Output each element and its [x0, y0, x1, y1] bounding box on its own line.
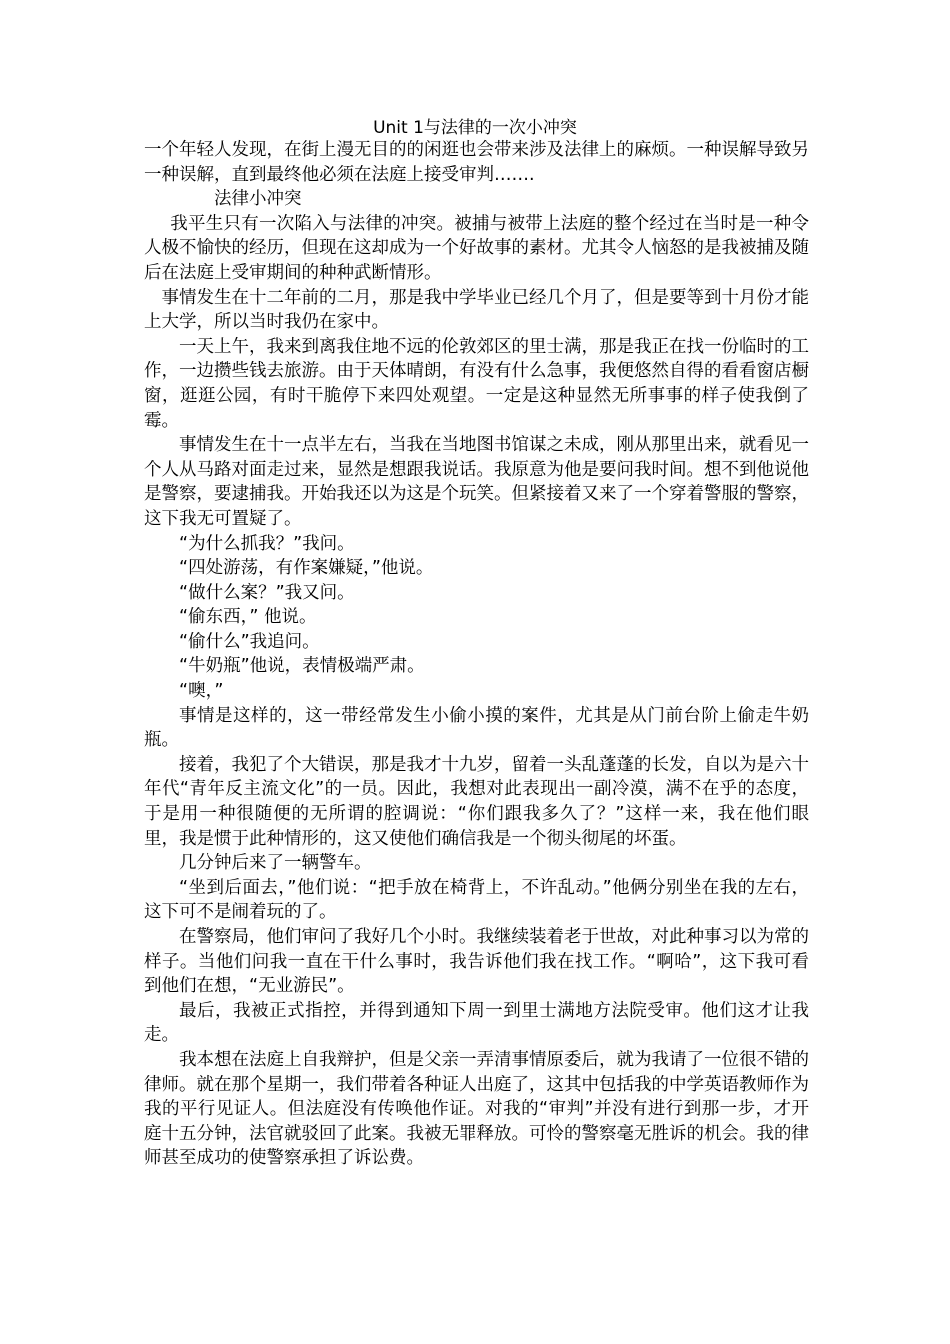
section-subtitle: 法律小冲突 — [214, 189, 302, 210]
paragraph: 事情发生在十二年前的二月，那是我中学毕业已经几个月了，但是要等到十月份才能上大学，所以当时我仍在家中。 — [144, 287, 809, 333]
dialogue-line: “四处游荡，有作案嫌疑，”他说。 — [179, 558, 434, 579]
paragraph: 最后，我被正式指控，并得到通知下周一到里士满地方法院受审。他们这才让我走。 — [144, 1000, 809, 1046]
dialogue-line: “做什么案？”我又问。 — [179, 582, 355, 603]
paragraph: 我本想在法庭上自我辩护，但是父亲一弄清事情原委后，就为我请了一位很不错的律师。就在那个星期一，我们带着各种证人出庭了，这其中包括我的中学英语教师作为我的平行见证人。但法庭没有传唤他作证。对我的“审判”并没有进行到那一步，才开庭十五分钟，法官就驳回了此案。我被无罪释放。可怜的警察毫无胜诉的机会。我的律师甚至成功的使警察承担了诉讼费。 — [144, 1049, 809, 1169]
dialogue-line: “偷东西，” 他说。 — [179, 607, 317, 628]
paragraph: 事情是这样的，这一带经常发生小偷小摸的案件，尤其是从门前台阶上偷走牛奶瓶。 — [144, 705, 809, 751]
paragraph: 接着，我犯了个大错误，那是我才十九岁，留着一头乱蓬蓬的长发，自以为是六十年代“青年反主流文化”的一员。因此，我想对此表现出一副冷漠，满不在乎的态度，于是用一种很随便的无所谓的腔调说：“你们跟我多久了？”这样一来，我在他们眼里，我是惯于此种情形的，这又使他们确信我是一个彻头彻尾的坏蛋。 — [144, 754, 809, 849]
paragraph: 几分钟后来了一辆警车。 — [179, 853, 372, 874]
dialogue-line: “为什么抓我？”我问。 — [179, 533, 355, 554]
paragraph: 一天上午，我来到离我住地不远的伦敦郊区的里士满，那是我正在找一份临时的工作，一边攒些钱去旅游。由于天体晴朗，有没有什么急事，我便悠然自得的看看窗店橱窗，逛逛公园，有时干脆停下来四处观望。一定是这种显然无所事事的样子使我倒了霉。 — [144, 336, 809, 431]
intro-paragraph: 一个年轻人发现，在街上漫无目的的闲逛也会带来涉及法律上的麻烦。一种误解导致另一种误解，直到最终他必须在法庭上接受审判……. — [144, 140, 809, 185]
dialogue-line: “牛奶瓶”他说，表情极端严肃。 — [179, 656, 425, 677]
document-body — [144, 138, 809, 1171]
dialogue-line: “偷什么”我追问。 — [179, 631, 320, 652]
paragraph: 事情发生在十一点半左右，当我在当地图书馆谋之未成，刚从那里出来，就看见一个人从马路对面走过来，显然是想跟我说话。我原意为他是要问我时间。想不到他说他是警察，要逮捕我。开始我还以为这是个玩笑。但紧接着又来了一个穿着警服的警察，这下我无可置疑了。 — [144, 435, 809, 529]
document-title: Unit 1与法律的一次小冲突 — [373, 118, 577, 138]
dialogue-line: “噢，” — [179, 681, 224, 702]
paragraph: 在警察局，他们审问了我好几个小时。我继续装着老于世故，对此种事习以为常的样子。当他们问我一直在干什么事时，我告诉他们我在找工作。“啊哈”，这下我可看到他们在想，“无业游民”。 — [144, 927, 809, 997]
paragraph: “坐到后面去，”他们说：“把手放在椅背上，不许乱动。”他俩分别坐在我的左右，这下可不是闹着玩的了。 — [144, 877, 809, 923]
paragraph: 我平生只有一次陷入与法律的冲突。被捕与被带上法庭的整个经过在当时是一种令人极不愉快的经历，但现在这却成为一个好故事的素材。尤其令人恼怒的是我被捕及随后在法庭上受审期间的种种武断情形。 — [144, 213, 809, 283]
